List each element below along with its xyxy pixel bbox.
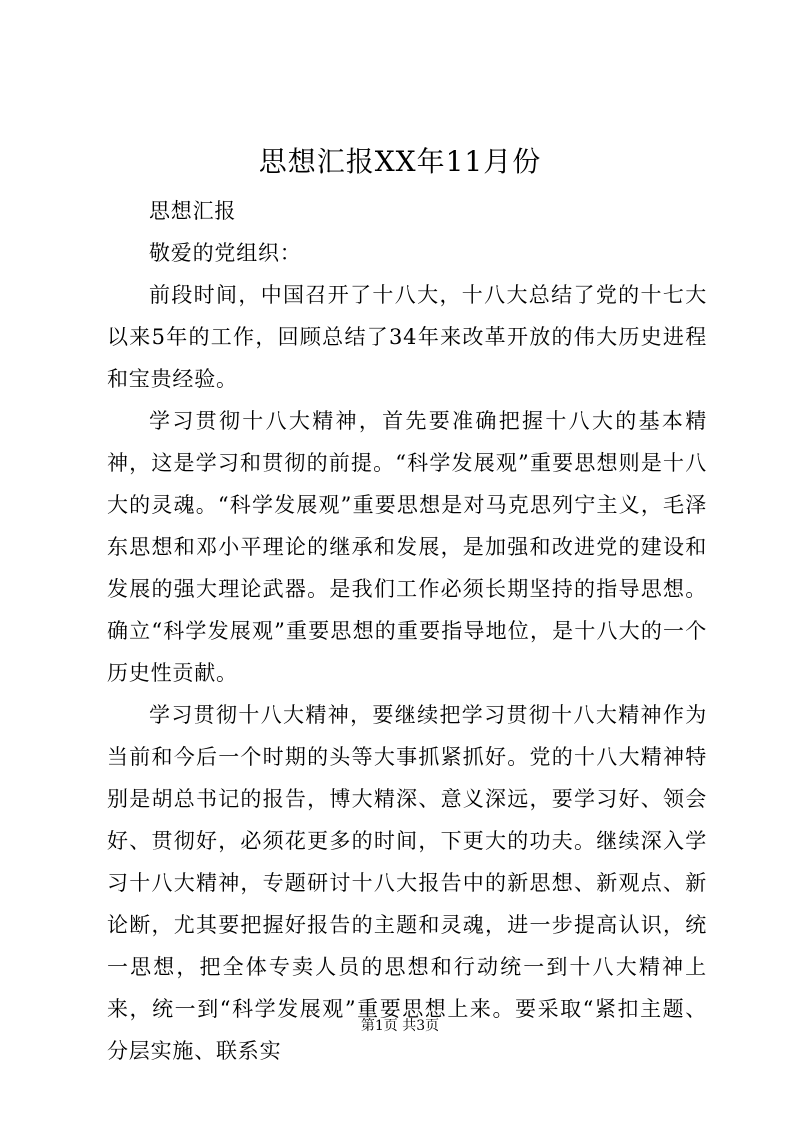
paragraph: 学习贯彻十八大精神，首先要准确把握十八大的基本精神，这是学习和贯彻的前提。“科学发展观”重要思想则是十八大的灵魂。“科学发展观”重要思想是对马克思列宁主义，毛泽东思想和邓小平理论的继承和发展，是加强和改进党的建设和发展的强大理论武器。是我们工作必须长期坚持的指导思想。确立“科学发展观”重要思想的重要指导地位，是十八大的一个历史性贡献。: [107, 409, 707, 685]
page-number-footer: 第1页 共3页: [360, 1018, 440, 1034]
paragraph-salutation: 敬爱的党组织：: [149, 241, 302, 265]
paragraph: 学习贯彻十八大精神，要继续把学习贯彻十八大精神作为当前和今后一个时期的头等大事抓紧抓好。党的十八大精神特别是胡总书记的报告，博大精深、意义深远，要学习好、领会好、贯彻好，必须花更多的时间，下更大的功夫。继续深入学习十八大精神，专题研讨十八大报告中的新思想、新观点、新论断，尤其要把握好报告的主题和灵魂，进一步提高认识，统一思想，把全体专卖人员的思想和行动统一到十八大精神上来，统一到“科学发展观”重要思想上来。要采取“紧扣主题、分层实施、联系实: [107, 703, 707, 1063]
document-title: 思想汇报XX年11月份: [258, 145, 542, 178]
document-body: [107, 190, 707, 1072]
paragraph-heading: 思想汇报: [149, 199, 237, 223]
paragraph: 前段时间，中国召开了十八大，十八大总结了党的十七大以来5年的工作，回顾总结了34年来改革开放的伟大历史进程和宝贵经验。: [107, 283, 707, 391]
